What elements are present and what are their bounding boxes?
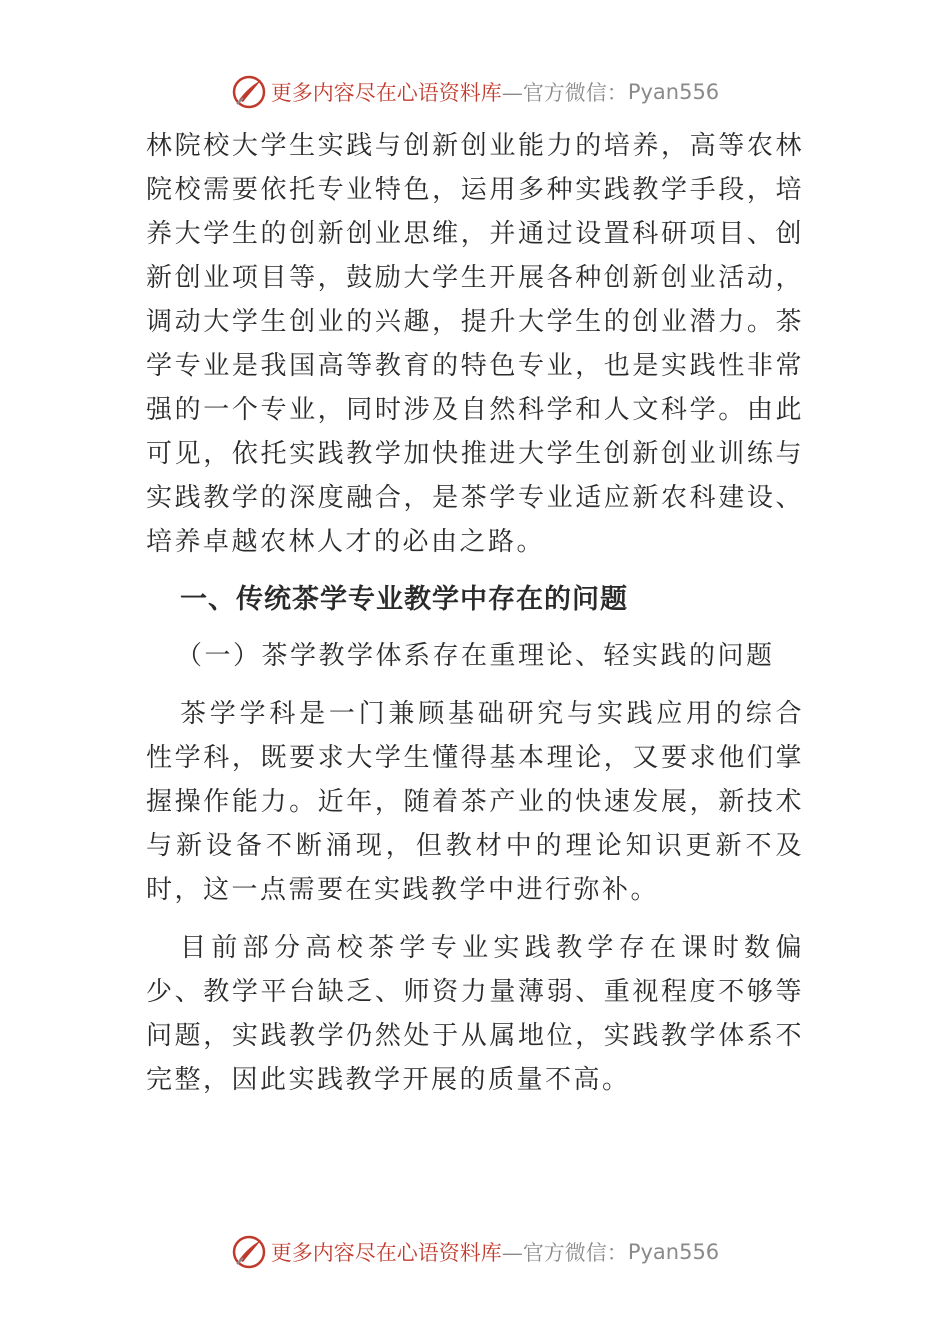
section-heading: 一、传统茶学专业教学中存在的问题	[180, 584, 628, 615]
watermark-wechat-label: —官方微信：	[501, 1241, 628, 1265]
watermark-wechat-label: —官方微信：	[501, 81, 628, 105]
quill-logo-icon	[231, 1234, 267, 1270]
paragraph-1: 林院校大学生实践与创新创业能力的培养，高等农林院校需要依托专业特色，运用多种实践教学手段，培养大学生的创新创业思维，并通过设置科研项目、创新创业项目等，鼓励大学生开展各种创新创业活动，调动大学生创业的兴趣，提升大学生的创业潜力。茶学专业是我国高等教育的特色专业，也是实践性非常强的一个专业，同时涉及自然科学和人文科学。由此可见，依托实践教学加快推进大学生创新创业训练与实践教学的深度融合，是茶学专业适应新农科建设、培养卓越农林人才的必由之路。	[146, 131, 804, 557]
subsection-heading: （一）茶学教学体系存在重理论、轻实践的问题	[176, 641, 775, 671]
paragraph-2: 茶学学科是一门兼顾基础研究与实践应用的综合性学科，既要求大学生懂得基本理论，又要求他们掌握操作能力。近年，随着茶产业的快速发展，新技术与新设备不断涌现，但教材中的理论知识更新不及时，这一点需要在实践教学中进行弥补。	[146, 699, 804, 905]
header-watermark	[0, 72, 950, 112]
watermark-site-text: 更多内容尽在心语资料库	[270, 1241, 502, 1265]
watermark-wechat-id: Pyan556	[627, 80, 720, 104]
footer-watermark	[0, 1232, 950, 1272]
quill-logo-icon	[231, 74, 267, 110]
watermark-site-text: 更多内容尽在心语资料库	[270, 81, 502, 105]
paragraph-3: 目前部分高校茶学专业实践教学存在课时数偏少、教学平台缺乏、师资力量薄弱、重视程度不够等问题，实践教学仍然处于从属地位，实践教学体系不完整，因此实践教学开展的质量不高。	[146, 933, 804, 1095]
document-body	[146, 124, 804, 1102]
watermark-wechat-id: Pyan556	[627, 1240, 720, 1264]
